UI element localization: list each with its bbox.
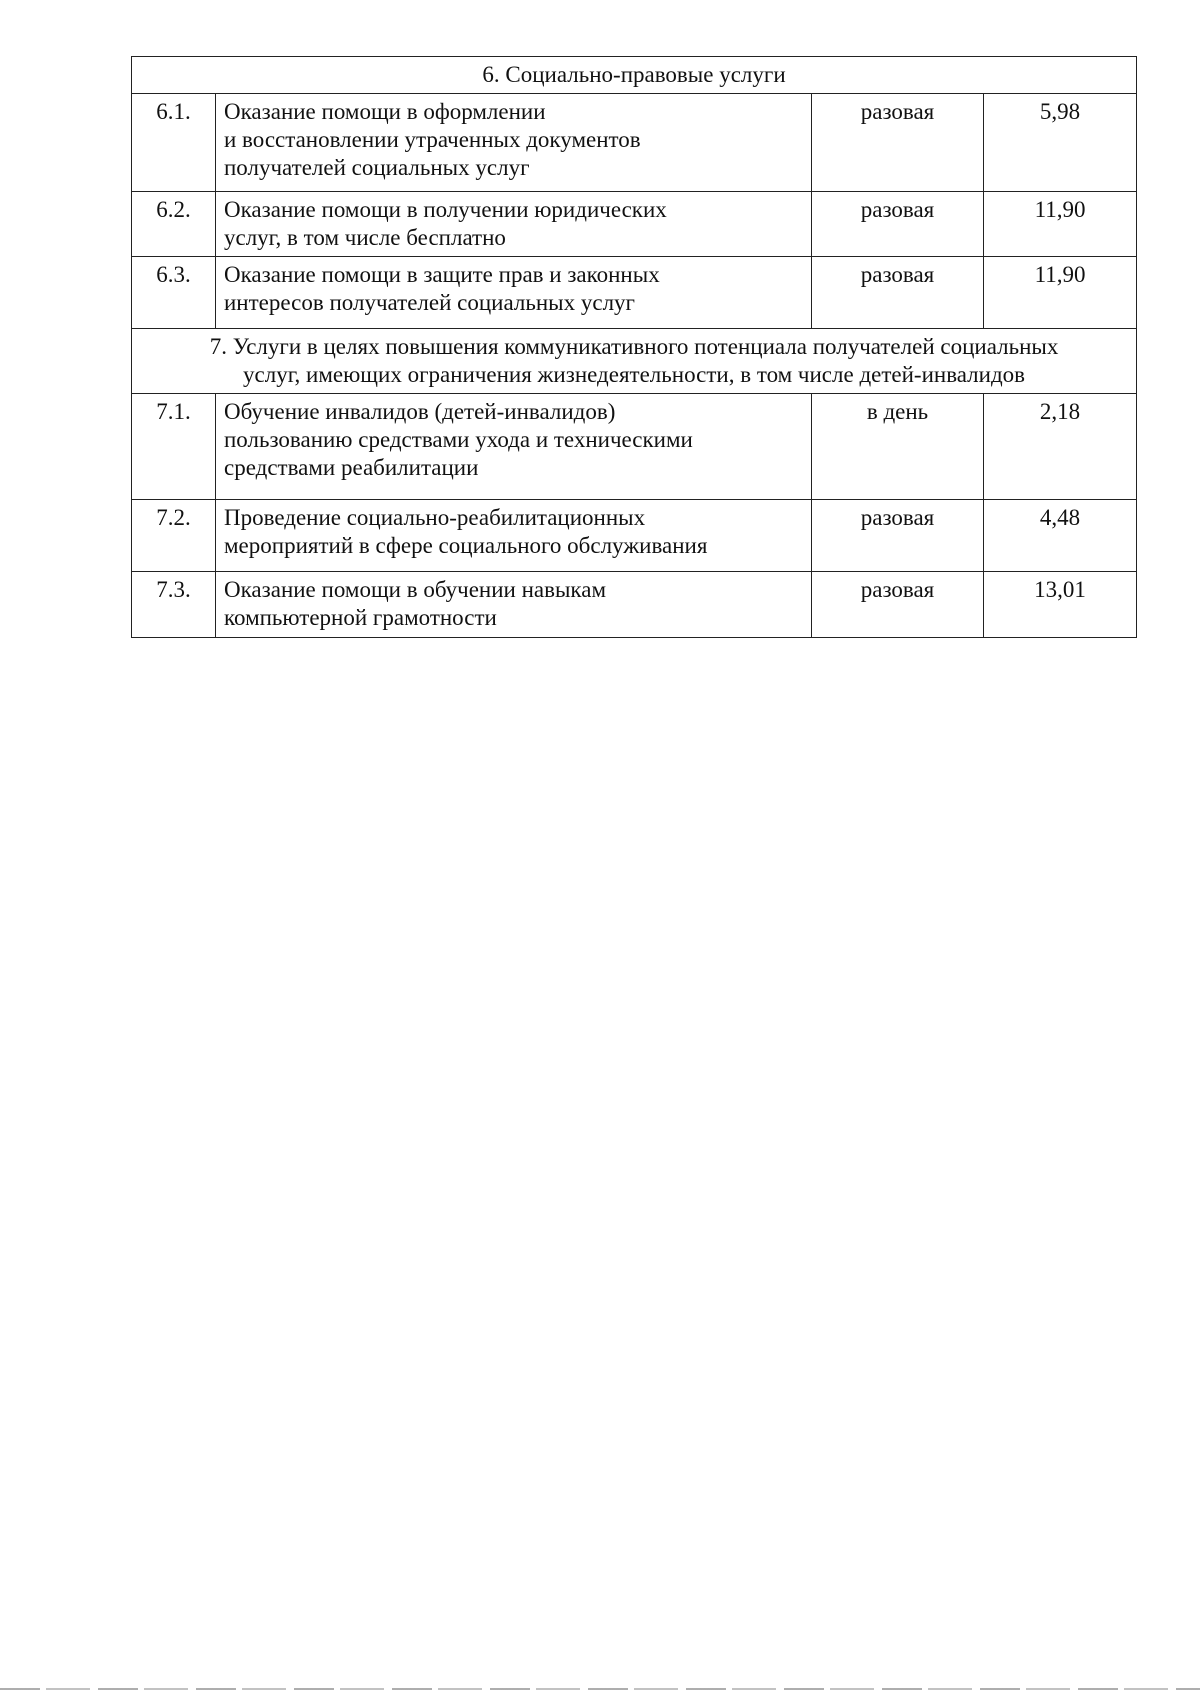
row-number: 7.2.	[132, 500, 216, 572]
service-name-line: Оказание помощи в получении юридических	[224, 197, 667, 222]
service-name-line: пользованию средствами ухода и техническими	[224, 427, 693, 452]
row-number: 7.3.	[132, 572, 216, 638]
row-number: 6.3.	[132, 257, 216, 329]
service-name	[216, 192, 812, 257]
service-name-line: компьютерной грамотности	[224, 605, 497, 630]
table-row	[132, 500, 1137, 572]
service-name	[216, 94, 812, 192]
table-row	[132, 572, 1137, 638]
service-price: 11,90	[984, 192, 1137, 257]
section-title-line: 7. Услуги в целях повышения коммуникативного потенциала получателей социальных	[209, 334, 1059, 359]
table-row	[132, 257, 1137, 329]
table-row	[132, 192, 1137, 257]
scan-artifact-line	[0, 1688, 1200, 1690]
service-price: 2,18	[984, 394, 1137, 500]
service-name-line: Обучение инвалидов (детей-инвалидов)	[224, 399, 616, 424]
section-header-row	[132, 57, 1137, 94]
service-frequency: разовая	[812, 572, 984, 638]
service-name-line: услуг, в том числе бесплатно	[224, 225, 506, 250]
row-number: 7.1.	[132, 394, 216, 500]
section-title-line: услуг, имеющих ограничения жизнедеятельности, в том числе детей-инвалидов	[243, 362, 1026, 387]
section-title	[132, 57, 1137, 94]
service-name	[216, 394, 812, 500]
service-name	[216, 500, 812, 572]
services-table	[131, 56, 1137, 638]
section-header-row	[132, 329, 1137, 394]
service-frequency: разовая	[812, 500, 984, 572]
service-frequency: разовая	[812, 94, 984, 192]
service-frequency: в день	[812, 394, 984, 500]
service-name-line: и восстановлении утраченных документов	[224, 127, 641, 152]
service-name	[216, 572, 812, 638]
row-number: 6.2.	[132, 192, 216, 257]
service-name-line: Оказание помощи в оформлении	[224, 99, 546, 124]
service-name-line: мероприятий в сфере социального обслуживания	[224, 533, 708, 558]
service-name-line: средствами реабилитации	[224, 455, 479, 480]
service-name	[216, 257, 812, 329]
service-price: 5,98	[984, 94, 1137, 192]
service-frequency: разовая	[812, 257, 984, 329]
section-title	[132, 329, 1137, 394]
row-number: 6.1.	[132, 94, 216, 192]
service-name-line: Проведение социально-реабилитационных	[224, 505, 646, 530]
table-row	[132, 394, 1137, 500]
service-name-line: интересов получателей социальных услуг	[224, 290, 635, 315]
service-frequency: разовая	[812, 192, 984, 257]
table-row	[132, 94, 1137, 192]
section-title-text: 6. Социально-правовые услуги	[482, 62, 786, 87]
service-price: 13,01	[984, 572, 1137, 638]
service-name-line: получателей социальных услуг	[224, 155, 530, 180]
service-price: 4,48	[984, 500, 1137, 572]
service-name-line: Оказание помощи в обучении навыкам	[224, 577, 607, 602]
service-price: 11,90	[984, 257, 1137, 329]
service-name-line: Оказание помощи в защите прав и законных	[224, 262, 660, 287]
